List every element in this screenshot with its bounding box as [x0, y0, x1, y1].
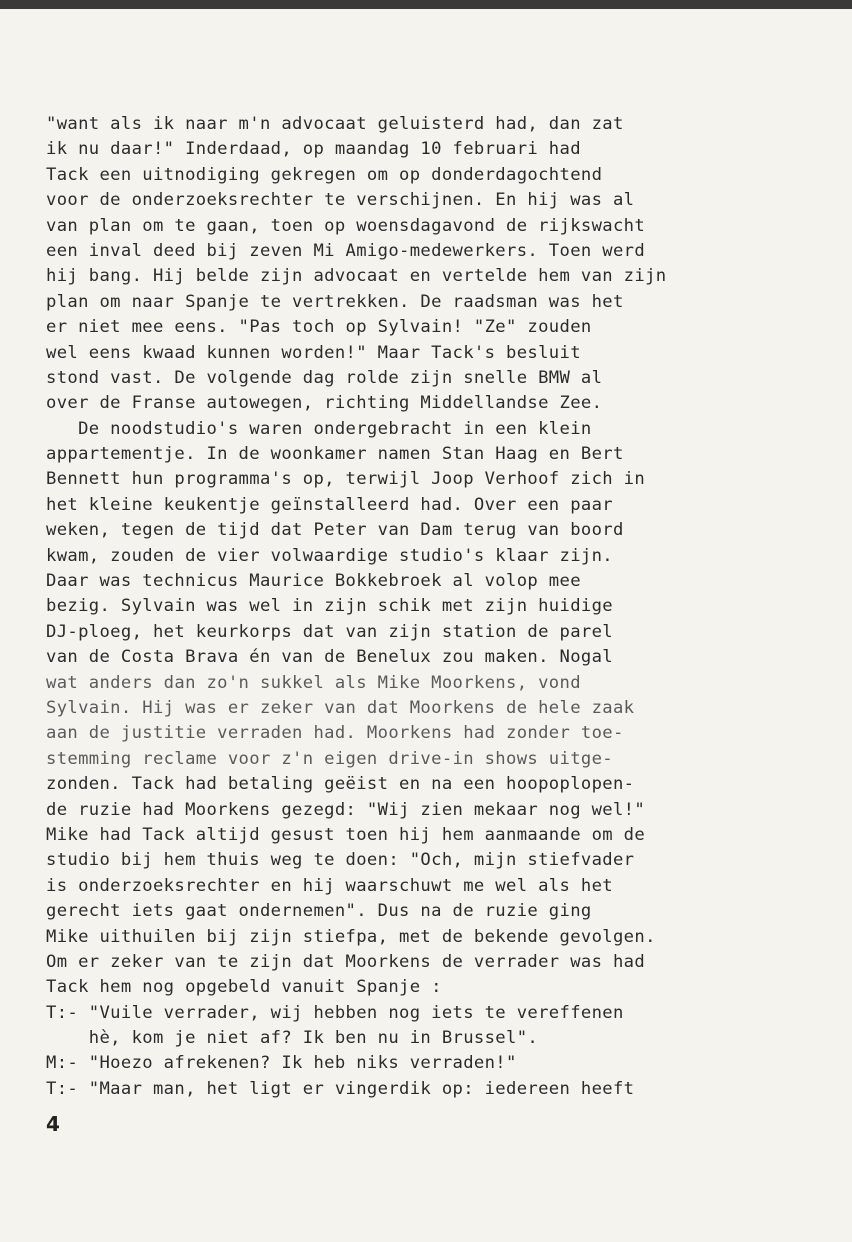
text-line: T:- "Maar man, het ligt er vingerdik op: iedereen heeft — [46, 1078, 635, 1099]
text-line: Mike had Tack altijd gesust toen hij hem aanmaande om de — [46, 824, 646, 845]
text-line: aan de justitie verraden had. Moorkens had zonder toe- — [46, 723, 624, 744]
text-line: weken, tegen de tijd dat Peter van Dam terug van boord — [46, 520, 624, 541]
text-line: hè, kom je niet af? Ik ben nu in Brussel". — [46, 1028, 539, 1049]
text-line: Sylvain. Hij was er zeker van dat Moorkens de hele zaak — [46, 697, 635, 718]
text-line: kwam, zouden de vier volwaardige studio's klaar zijn. — [46, 545, 613, 566]
text-line: wel eens kwaad kunnen worden!" Maar Tack's besluit — [46, 342, 581, 363]
text-line: is onderzoeksrechter en hij waarschuwt me wel als het — [46, 875, 613, 896]
text-line: Tack een uitnodiging gekregen om op donderdagochtend — [46, 164, 603, 185]
page-number: 4 — [46, 1112, 60, 1136]
text-line: het kleine keukentje geïnstalleerd had. Over een paar — [46, 494, 613, 515]
text-line: stemming reclame voor z'n eigen drive-in shows uitge- — [46, 748, 613, 769]
text-line: T:- "Vuile verrader, wij hebben nog iets te vereffenen — [46, 1002, 624, 1023]
text-line: studio bij hem thuis weg te doen: "Och, mijn stiefvader — [46, 850, 635, 871]
text-line: er niet mee eens. "Pas toch op Sylvain! "Ze" zouden — [46, 317, 592, 338]
text-line: M:- "Hoezo afrekenen? Ik heb niks verraden!" — [46, 1053, 517, 1074]
text-line: De noodstudio's waren ondergebracht in een klein — [46, 418, 592, 439]
text-line: appartementje. In de woonkamer namen Stan Haag en Bert — [46, 444, 624, 465]
text-line: "want als ik naar m'n advocaat geluisterd had, dan zat — [46, 114, 624, 134]
text-line: Mike uithuilen bij zijn stiefpa, met de bekende gevolgen. — [46, 926, 656, 947]
body-text — [46, 112, 816, 1102]
text-line: de ruzie had Moorkens gezegd: "Wij zien mekaar nog wel!" — [46, 799, 646, 820]
text-line: zonden. Tack had betaling geëist en na een hoopoplopen- — [46, 774, 635, 795]
text-line: wat anders dan zo'n sukkel als Mike Moorkens, vond — [46, 672, 581, 693]
text-line: plan om naar Spanje te vertrekken. De raadsman was het — [46, 291, 624, 312]
text-line: van de Costa Brava én van de Benelux zou maken. Nogal — [46, 647, 613, 668]
text-line: ik nu daar!" Inderdaad, op maandag 10 februari had — [46, 139, 581, 160]
text-line: Om er zeker van te zijn dat Moorkens de verrader was had — [46, 951, 646, 972]
text-line: voor de onderzoeksrechter te verschijnen. En hij was al — [46, 190, 635, 211]
text-line: Daar was technicus Maurice Bokkebroek al volop mee — [46, 571, 581, 592]
scan-top-edge — [0, 0, 852, 9]
text-line: Tack hem nog opgebeld vanuit Spanje : — [46, 977, 442, 998]
text-line: DJ-ploeg, het keurkorps dat van zijn station de parel — [46, 621, 613, 642]
text-line: gerecht iets gaat ondernemen". Dus na de ruzie ging — [46, 901, 592, 922]
text-line: een inval deed bij zeven Mi Amigo-medewerkers. Toen werd — [46, 240, 646, 261]
text-line: over de Franse autowegen, richting Middellandse Zee. — [46, 393, 603, 414]
text-line: stond vast. De volgende dag rolde zijn snelle BMW al — [46, 367, 603, 388]
text-line: hij bang. Hij belde zijn advocaat en vertelde hem van zijn — [46, 266, 667, 287]
text-line: Bennett hun programma's op, terwijl Joop Verhoof zich in — [46, 469, 646, 490]
text-line: van plan om te gaan, toen op woensdagavond de rijkswacht — [46, 215, 646, 236]
text-line: bezig. Sylvain was wel in zijn schik met zijn huidige — [46, 596, 613, 617]
